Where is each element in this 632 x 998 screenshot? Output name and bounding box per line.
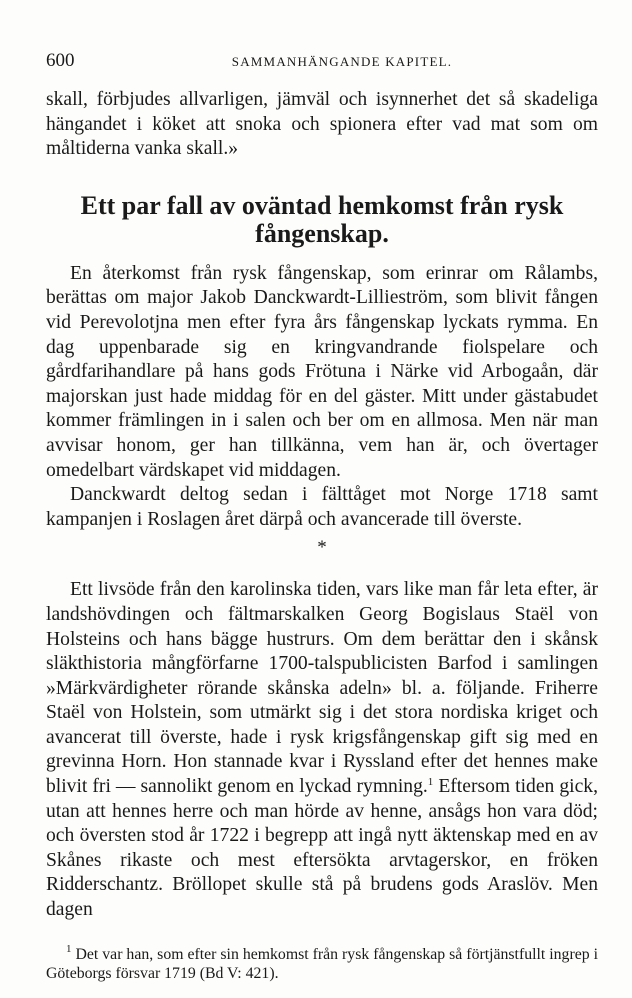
body-paragraph [46, 578, 598, 922]
footnote [46, 942, 598, 983]
running-header [46, 50, 598, 78]
paragraph-text: Eftersom tiden gick, utan att hennes herre och man hörde av henne, ansågs hon vara död; och översten stod år 1722 i begrepp att ingå nytt äktenskap med en av Skånes rikaste och mest eftersökta arvtagerskor, en fröken Ridderschantz. Bröllopet skulle stå på brudens gods Araslöv. Men dagen [46, 776, 598, 921]
body-paragraph: En återkomst från rysk fångenskap, som erinrar om Rålambs, berättas om major Jakob Danckwardt-Lillieström, som blivit fången vid Perevolotjna men efter fyra års fångenskap lyckats rymma. En dag uppenbarade sig en kringvandrande fiolspelare och gårdfarihandlare på hans gods Frötuna i Närke vid Arbogaån, där majorskan just hade middag för en del gäster. Mitt under gästabudet kommer främlingen in i salen och ber om en allmosa. Men när man avvisar honom, ger han tillkänna, vem han är, och övertager omedelbart värdskapet vid middagen. [46, 262, 598, 481]
book-page [46, 50, 598, 998]
body-paragraph: Danckwardt deltog sedan i fälttåget mot Norge 1718 samt kampanjen i Roslagen året därpå och avancerade till överste. [46, 484, 598, 530]
continuation-paragraph: skall, förbjudes allvarligen, jämväl och isynnerhet det så skadeliga hängandet i köket att snoka och spionera efter vad mat som om måltiderna vanka skall.» [46, 89, 598, 160]
footnote-reference: 1 [427, 776, 434, 789]
paragraph-text: Ett livsöde från den karolinska tiden, vars like man får leta efter, är landshövdingen och fältmarskalken Georg Bogislaus Staël von Holsteins och hans bägge hustrurs. Om dem berättar den i skånsk släkthistoria mångförfarne 1700-talspublicisten Barfod i samlingen »Märkvärdigheter rörande skånska adeln» bl. a. följande. Friherre Staël von Holstein, som utmärkt sig i det stora nordiska kriget och avancerat till överste, hade i rysk krigsfångenskap gift sig med en grevinna Horn. Hon stannade kvar i Ryssland efter det hennes make blivit fri — sannolikt genom en lyckad rymning. [46, 579, 598, 798]
page-number: 600 [46, 50, 75, 71]
footnote-marker: 1 [66, 942, 72, 955]
section-separator: * [317, 537, 327, 559]
section-heading: Ett par fall av oväntad hemkomst från rysk fångenskap. [80, 190, 564, 248]
running-title: SAMMANHÄNGANDE KAPITEL. [231, 54, 453, 69]
footnote-text: Det var han, som efter sin hemkomst från rysk fångenskap så förtjänstfullt ingrep i Göteborgs försvar 1719 (Bd V: 421). [46, 945, 598, 982]
